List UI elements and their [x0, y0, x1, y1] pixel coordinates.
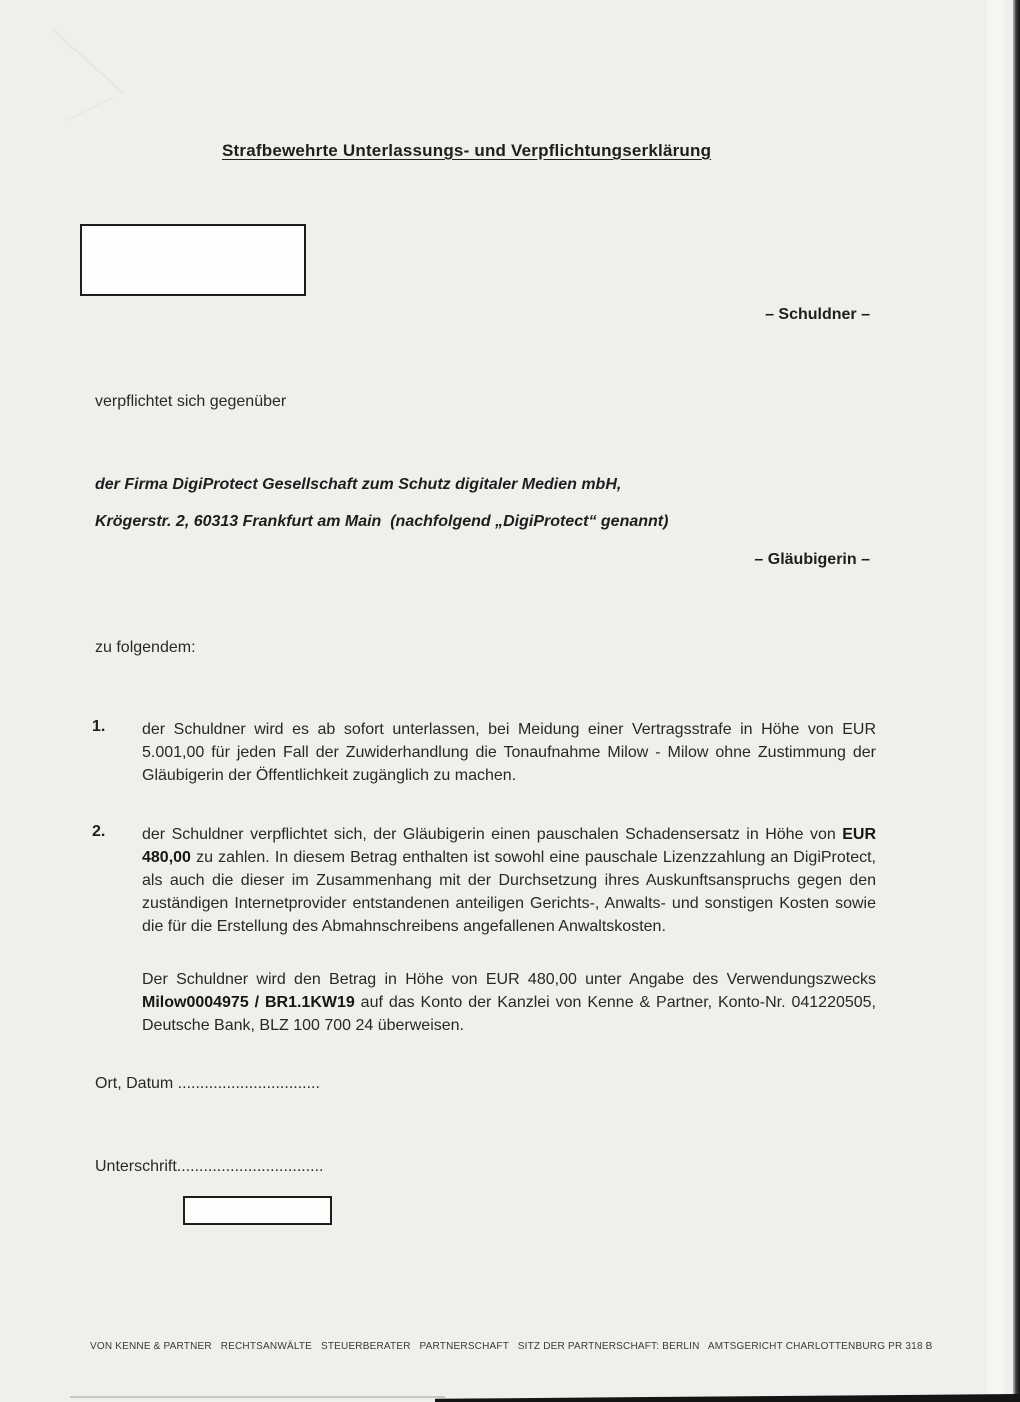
- debtor-address-redaction-box: [80, 224, 306, 296]
- creditor-label: – Gläubigerin –: [754, 551, 870, 568]
- damages-amount: EUR 480,00: [142, 826, 876, 866]
- place-date-line: Ort, Datum ................................: [95, 1075, 320, 1092]
- signature-redaction-box: [183, 1196, 332, 1225]
- clause-1-text: der Schuldner wird es ab sofort unterlassen, bei Meidung einer Vertragsstrafe in Höhe von EUR 5.001,00 für jeden Fall der Zuwiderhandlung die Tonaufnahme Milow - Milow ohne Zustimmung der Gläubigerin der Öffentlichkeit zugänglich zu machen.: [142, 721, 876, 784]
- page-title: Strafbewehrte Unterlassungs- und Verpflichtungserklärung: [222, 141, 712, 160]
- payment-text-rest: auf das Konto der Kanzlei von Kenne & Partner, Konto-Nr. 041220505, Deutsche Bank, BLZ 100 700 24 überweisen.: [142, 994, 876, 1034]
- scan-edge-right: [1013, 0, 1020, 1402]
- clause-2-number: 2.: [92, 823, 106, 840]
- clause-2-text-lead: der Schuldner verpflichtet sich, der Gläubigerin einen pauschalen Schadensersatz in Höhe von: [142, 826, 843, 843]
- law-firm-footer: VON KENNE & PARTNER RECHTSANWÄLTE STEUERBERATER PARTNERSCHAFT SITZ DER PARTNERSCHAFT: BERLIN AMTSGERICHT CHARLOTTENBURG PR 318 B: [90, 1341, 933, 1352]
- clause-1-number: 1.: [92, 718, 106, 735]
- payment-text-lead: Der Schuldner wird den Betrag in Höhe von EUR 480,00 unter Angabe des Verwendungszwecks: [142, 971, 876, 988]
- paper-crease: [52, 28, 124, 93]
- scan-edge-bottom-thin: [70, 1396, 445, 1398]
- creditor-name-line: der Firma DigiProtect Gesellschaft zum Schutz digitaler Medien mbH,: [95, 476, 622, 493]
- paper-crease: [64, 96, 114, 122]
- payment-reference: Milow0004975 / BR1.1KW19: [142, 994, 355, 1011]
- debtor-label: – Schuldner –: [765, 306, 870, 323]
- clause-2-text-rest: zu zahlen. In diesem Betrag enthalten ist sowohl eine pauschale Lizenzzahlung an DigiProtect, als auch die dieser im Zusammenhang mit der Durchsetzung ihres Auskunftsanspruchs gegen den zuständigen Internetprovider entstandenen anteiligen Gerichts-, Anwalts- und sonstigen Kosten sowie die für die Erstellung des Abmahnschreibens angefallenen Anwaltskosten.: [142, 849, 876, 935]
- intro-text: verpflichtet sich gegenüber: [95, 393, 287, 410]
- payment-paragraph: [142, 968, 876, 1037]
- clause-2-text: [142, 823, 876, 938]
- signature-line: Unterschrift.................................: [95, 1158, 324, 1175]
- scan-light-band: [987, 0, 1004, 1402]
- creditor-address-line: Krögerstr. 2, 60313 Frankfurt am Main (nachfolgend „DigiProtect“ genannt): [95, 513, 669, 530]
- scan-edge-bottom: [435, 1394, 1020, 1402]
- lead-in-text: zu folgendem:: [95, 639, 196, 656]
